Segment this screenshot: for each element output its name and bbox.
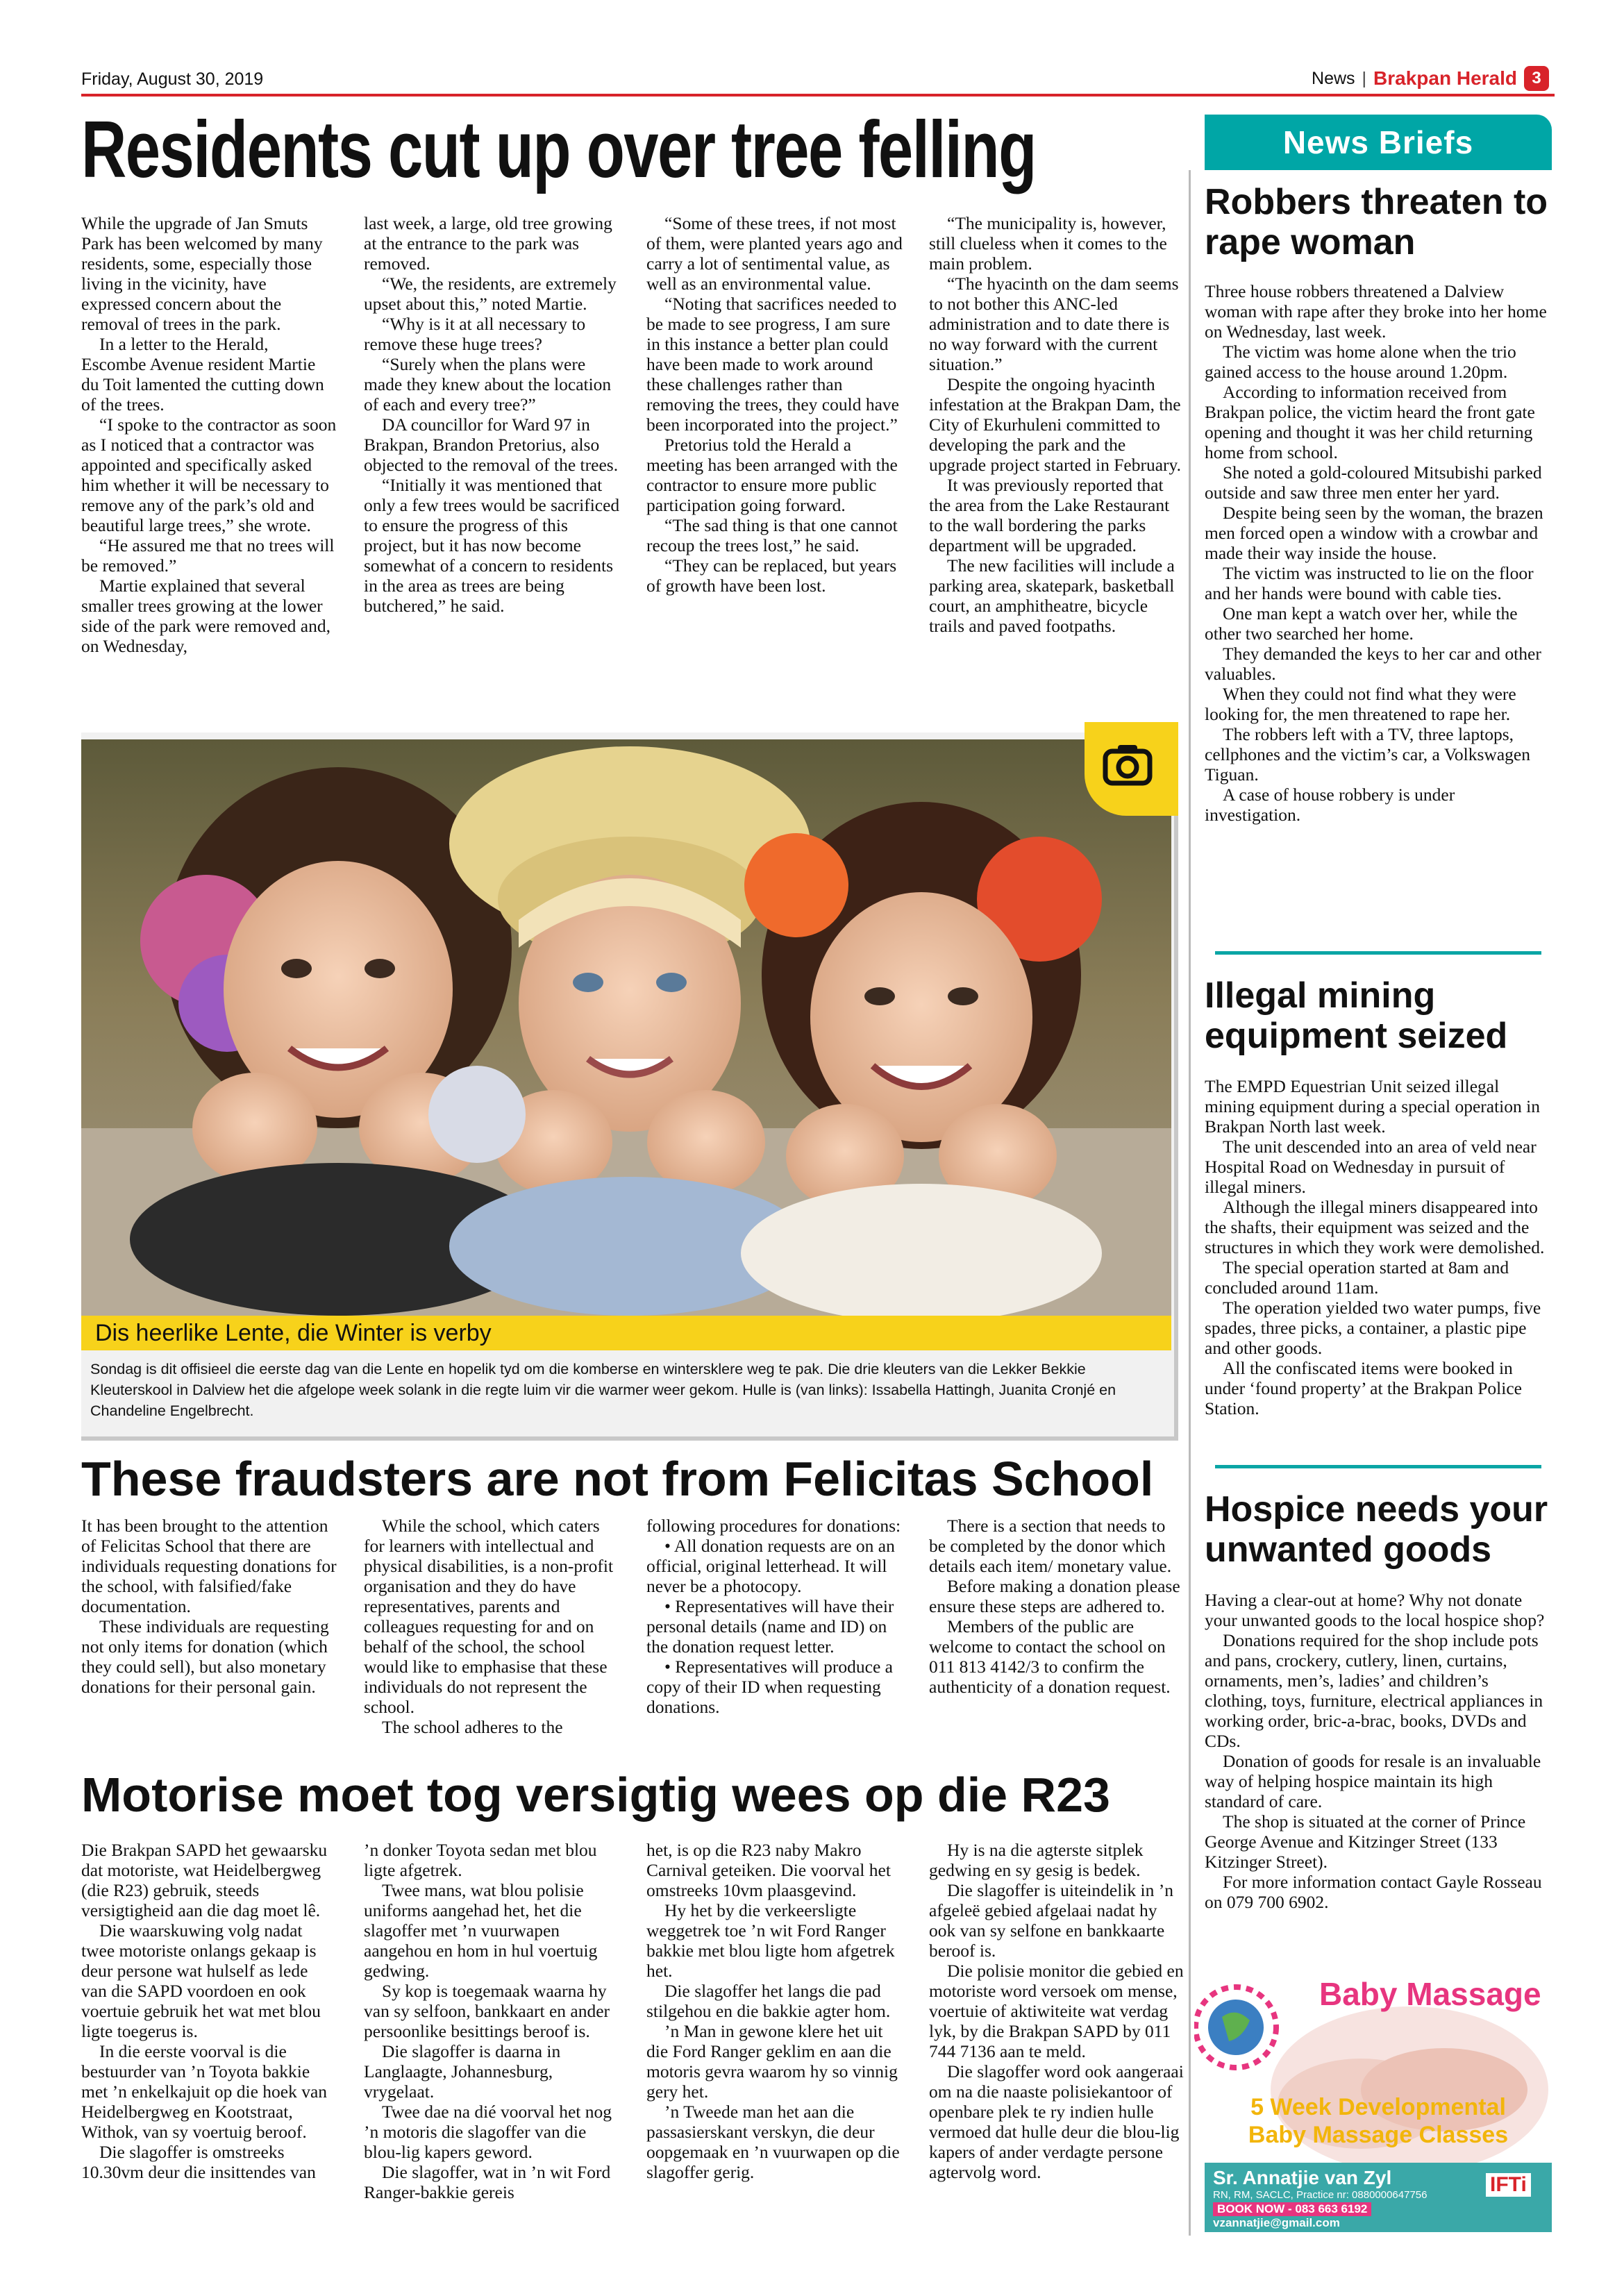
ad-contact-name: Sr. Annatjie van Zyl [1213, 2167, 1392, 2188]
paragraph: While the upgrade of Jan Smuts Park has been welcomed by many residents, some, especially those living in the vicinity, have expressed concern about the removal of trees in the park. [81, 213, 323, 334]
paragraph: Twee dae na dié voorval het nog ’n motoris die slagoffer van die blou-lig kapers geword. [364, 2102, 612, 2162]
issue-date: Friday, August 30, 2019 [81, 69, 264, 89]
paragraph: Having a clear-out at home? Why not donate your unwanted goods to the local hospice shop? [1205, 1590, 1545, 1630]
paragraph: “Initially it was mentioned that only a few trees would be sacrificed to ensure the progress of this project, but it has now become somewhat of a concern to residents in the area as trees are being butchered,” he said. [364, 475, 620, 616]
section-label: News [1312, 68, 1355, 88]
paragraph: Although the illegal miners disappeared into the shafts, their equipment was seized and the structures in which they work were demolished. [1205, 1197, 1545, 1257]
paragraph: Die slagoffer word ook aangeraai om na die naaste polisiekantoor of openbare plek te ry indien hulle vermoed dat hulle deur die blou-lig kapers of ander verdagte persone agtervolg word. [929, 2061, 1184, 2182]
paragraph: It was previously reported that the area from the Lake Restaurant to the wall bordering the parks department will be upgraded. [929, 475, 1170, 555]
paragraph: There is a section that needs to be completed by the donor which details each item/ monetary value. [929, 1516, 1172, 1576]
paragraph: Die slagoffer het langs die pad stilgehou en die bakkie agter hom. [646, 1981, 891, 2021]
page-number: 3 [1524, 66, 1549, 91]
paragraph: last week, a large, old tree growing at the entrance to the park was removed. [364, 213, 612, 274]
paragraph: Donations required for the shop include pots and pans, crockery, cutlery, linen, curtains, ornaments, men’s, ladies’ and children’s clothing, toys, furniture, electrical appliances in working order, bric-a-brac, books, DVDs and CDs. [1205, 1630, 1543, 1751]
brief-headline: Hospice needs your unwanted goods [1205, 1489, 1548, 1570]
paragraph: Die slagoffer is omstreeks 10.30vm deur die insittendes van [81, 2142, 316, 2182]
brief-divider [1215, 951, 1541, 955]
ad-subtitle-line: 5 Week Developmental [1250, 2094, 1506, 2120]
paragraph: ’n Tweede man het aan die passasierskant verskyn, die deur oopgemaak en ’n vuurwapen op die slagoffer gerig. [646, 2102, 900, 2182]
paragraph: “They can be replaced, but years of growth have been lost. [646, 555, 897, 596]
paragraph: Die waarskuwing volg nadat twee motoriste onlangs gekaap is deur persone wat hulself as lede van die SAPD voordoen en ook voertuie gebruik het wat met blou ligte toegerus is. [81, 1920, 321, 2041]
paragraph: While the school, which caters for learners with intellectual and physical disabilities, is a non-profit organisation and they do have representatives, parents and colleagues requesting for and on behalf of the school, the school would like to emphasise that these individuals do not represent the school. [364, 1516, 614, 1717]
paragraph: “We, the residents, are extremely upset about this,” noted Martie. [364, 274, 617, 314]
children-photo [81, 739, 1171, 1316]
story2-column-1 [81, 1516, 337, 1737]
lead-article-body [81, 213, 1185, 656]
bullet-item: • Representatives will have their personal details (name and ID) on the donation request letter. [646, 1596, 894, 1657]
story2-headline: These fraudsters are not from Felicitas School [81, 1452, 1154, 1506]
story3-article-body [81, 1840, 1185, 2202]
story3-column-4 [929, 1840, 1185, 2202]
paragraph: The new facilities will include a parking area, skatepark, basketball court, an amphitheatre, bicycle trails and paved footpaths. [929, 555, 1175, 636]
paper-name: Brakpan Herald [1373, 67, 1517, 89]
paragraph: “He assured me that no trees will be removed.” [81, 535, 335, 576]
story2-column-3 [646, 1516, 903, 1737]
paragraph: In die eerste voorval is die bestuurder van ’n Toyota bakkie met ’n enkelkajuit op die hoek van Heidelbergweg en Kootstraat, Withok, van sy voertuig beroof. [81, 2041, 328, 2142]
paragraph: Sy kop is toegemaak waarna hy van sy selfoon, bankkaart en ander persoonlike besittings beroof is. [364, 1981, 610, 2041]
paragraph: The robbers left with a TV, three laptops, cellphones and the victim’s car, a Volkswagen Tiguan. [1205, 724, 1530, 785]
paragraph: Die polisie monitor die gebied en motoriste word versoek om mense, voertuie of aktiwiteite wat verdag lyk, by die Brakpan SAPD by 011 744 7136 aan te meld. [929, 1961, 1184, 2061]
paragraph: When they could not find what they were looking for, the men threatened to rape her. [1205, 684, 1516, 724]
photo-title: Dis heerlike Lente, die Winter is verby [81, 1316, 1171, 1350]
paragraph: following procedures for donations: [646, 1516, 901, 1536]
ad-credentials: RN, RM, SACLC, Practice nr: 0880000647756 [1213, 2189, 1428, 2201]
paragraph: One man kept a watch over her, while the other two searched her home. [1205, 603, 1518, 644]
ad-subtitle [1205, 2093, 1552, 2149]
paragraph: Before making a donation please ensure these steps are adhered to. [929, 1576, 1180, 1616]
masthead-separator: | [1362, 68, 1367, 88]
paragraph: Hy is na die agterste sitplek gedwing en sy gesig is bedek. [929, 1840, 1144, 1880]
brief-divider [1215, 1465, 1541, 1468]
lead-headline: Residents cut up over tree felling [81, 104, 1036, 194]
paragraph: Die slagoffer is uiteindelik in ’n afgeleë gebied afgelaai nadat hy ook van sy selfone en bankkaarte beroof is. [929, 1880, 1173, 1961]
paragraph: “I spoke to the contractor as soon as I noticed that a contractor was appointed and specifically asked him whether it will be necessary to remove any of the park’s old and beautiful large trees,” she wrote. [81, 414, 337, 535]
paragraph: All the confiscated items were booked in under ‘found property’ at the Brakpan Police Station. [1205, 1358, 1522, 1418]
paragraph: Three house robbers threatened a Dalview woman with rape after they broke into her home on Wednesday, last week. [1205, 281, 1547, 342]
paragraph: “The municipality is, however, still clueless when it comes to the main problem. [929, 213, 1167, 274]
paragraph: Die slagoffer is daarna in Langlaagte, Johannesburg, vrygelaat. [364, 2041, 561, 2102]
lead-column-1 [81, 213, 337, 656]
ad-title: Baby Massage [1319, 1976, 1541, 2012]
paragraph: Despite being seen by the woman, the brazen men forced open a window with a crowbar and made their way inside the house. [1205, 503, 1543, 563]
brief-body [1205, 1076, 1552, 1418]
paragraph: They demanded the keys to her car and other valuables. [1205, 644, 1541, 684]
paragraph: “Some of these trees, if not most of them, were planted years ago and carry a lot of sentimental value, as well as an environmental value. [646, 213, 903, 294]
header-rule [81, 94, 1555, 97]
paragraph: The special operation started at 8am and concluded around 11am. [1205, 1257, 1509, 1298]
paragraph: ’n donker Toyota sedan met blou ligte afgetrek. [364, 1840, 597, 1880]
ad-subtitle-line: Baby Massage Classes [1248, 2122, 1509, 2148]
sidebar-divider [1189, 170, 1191, 2236]
paragraph: “Noting that sacrifices needed to be made to see progress, I am sure in this instance a better plan could have been made to work around these challenges rather than removing the trees, they could have been incorporated into the project.” [646, 294, 899, 435]
ifti-logo: IFTi [1486, 2173, 1531, 2197]
brief-headline: Illegal mining equipment seized [1205, 975, 1508, 1056]
paragraph: Pretorius told the Herald a meeting has been arranged with the contractor to ensure more public participation going forward. [646, 435, 898, 515]
paragraph: These individuals are requesting not only items for donation (which they could sell), but also monetary donations for their personal gain. [81, 1616, 329, 1697]
paragraph: “The sad thing is that one cannot recoup the trees lost,” he said. [646, 515, 898, 555]
brief-body [1205, 281, 1552, 825]
paragraph: Members of the public are welcome to contact the school on 011 813 4142/3 to confirm the authenticity of a donation request. [929, 1616, 1171, 1697]
bullet-item: • Representatives will produce a copy of their ID when requesting donations. [646, 1657, 893, 1717]
story3-headline: Motorise moet tog versigtig wees op die R23 [81, 1768, 1110, 1822]
paragraph: The unit descended into an area of veld near Hospital Road on Wednesday in pursuit of illegal miners. [1205, 1137, 1537, 1197]
paragraph: According to information received from Brakpan police, the victim heard the front gate opening and thought it was her child returning home from school. [1205, 382, 1535, 462]
lead-column-2 [364, 213, 620, 656]
paragraph: DA councillor for Ward 97 in Brakpan, Brandon Pretorius, also objected to the removal of the trees. [364, 414, 619, 475]
bullet-item: • All donation requests are on an official, original letterhead. It will never be a photocopy. [646, 1536, 895, 1596]
paragraph: “Surely when the plans were made they knew about the location of each and every tree?” [364, 354, 612, 414]
masthead [1312, 66, 1549, 91]
paragraph: The EMPD Equestrian Unit seized illegal mining equipment during a special operation in Brakpan North last week. [1205, 1076, 1540, 1137]
story3-column-3 [646, 1840, 903, 2202]
story2-column-4 [929, 1516, 1185, 1737]
photo-caption: Sondag is dit offisieel die eerste dag van die Lente en hopelik tyd om die komberse en wintersklere weg te pak. Die drie kleuters van die Lekker Bekkie Kleuterskool in Dalview het die afgelope week solank in die regte luim vir die warmer weer gekom. Hulle is (van links): Issabella Hattingh, Juanita Cronjé en Chandeline Engelbrecht. [90, 1361, 1116, 1419]
story2-article-body [81, 1516, 1185, 1737]
ad-email[interactable]: vzannatjie@gmail.com [1213, 2216, 1340, 2229]
paragraph: It has been brought to the attention of Felicitas School that there are individuals requesting donations for the school, with falsified/fake documentation. [81, 1516, 337, 1616]
paragraph: “Why is it at all necessary to remove these huge trees? [364, 314, 586, 354]
paragraph: Martie explained that several smaller trees growing at the lower side of the park were removed and, on Wednesday, [81, 576, 330, 656]
paragraph: het, is op die R23 naby Makro Carnival geteiken. Die voorval het omstreeks 10vm plaasgevind. [646, 1840, 891, 1900]
brief-body [1205, 1590, 1552, 1912]
paragraph: In a letter to the Herald, Escombe Avenue resident Martie du Toit lamented the cutting down of the trees. [81, 334, 324, 414]
paragraph: The victim was home alone when the trio gained access to the house around 1.20pm. [1205, 342, 1516, 382]
paragraph: The school adheres to the [382, 1717, 563, 1737]
story3-column-1 [81, 1840, 337, 2202]
paragraph: “The hyacinth on the dam seems to not bother this ANC-led administration and to date there is no way forward with the current situation.” [929, 274, 1179, 374]
brief-headline: Robbers threaten to rape woman [1205, 182, 1548, 262]
paragraph: Hy het by die verkeersligte weggetrek toe ’n wit Ford Ranger bakkie met blou ligte hom afgetrek het. [646, 1900, 895, 1981]
lead-column-3 [646, 213, 903, 656]
paragraph: Twee mans, wat blou polisie uniforms aangehad het, het die slagoffer met ’n vuurwapen aangehou en hom in hul voertuig gedwing. [364, 1880, 598, 1981]
ad-phone[interactable]: BOOK NOW - 083 663 6192 [1213, 2202, 1371, 2216]
paragraph: The operation yielded two water pumps, five spades, three picks, a container, a plastic pipe and other goods. [1205, 1298, 1541, 1358]
paragraph: For more information contact Gayle Rosseau on 079 700 6902. [1205, 1872, 1542, 1912]
paragraph: ’n Man in gewone klere het uit die Ford Ranger geklim en aan die motoris gevra waarom hy so vinnig gery het. [646, 2021, 898, 2102]
paragraph: She noted a gold-coloured Mitsubishi parked outside and saw three men enter her yard. [1205, 462, 1542, 503]
story3-column-2 [364, 1840, 620, 2202]
paragraph: Despite the ongoing hyacinth infestation at the Brakpan Dam, the City of Ekurhuleni committed to developing the park and the upgrade project started in February. [929, 374, 1182, 475]
story2-column-2 [364, 1516, 620, 1737]
paragraph: Donation of goods for resale is an invaluable way of helping hospice maintain its high standard of care. [1205, 1751, 1541, 1811]
paragraph: The shop is situated at the corner of Prince George Avenue and Kitzinger Street (133 Kitzinger Street). [1205, 1811, 1526, 1872]
news-briefs-banner: News Briefs [1205, 115, 1552, 170]
paragraph: Die Brakpan SAPD het gewaarsku dat motoriste, wat Heidelbergweg (die R23) gebruik, steeds versigtigheid aan die dag moet lê. [81, 1840, 328, 1920]
paragraph: A case of house robbery is under investigation. [1205, 785, 1455, 825]
paragraph: The victim was instructed to lie on the floor and her hands were bound with cable ties. [1205, 563, 1534, 603]
paragraph: Die slagoffer, wat in ’n wit Ford Ranger-bakkie gereis [364, 2162, 611, 2202]
camera-icon[interactable] [1103, 743, 1153, 786]
lead-column-4 [929, 213, 1185, 656]
